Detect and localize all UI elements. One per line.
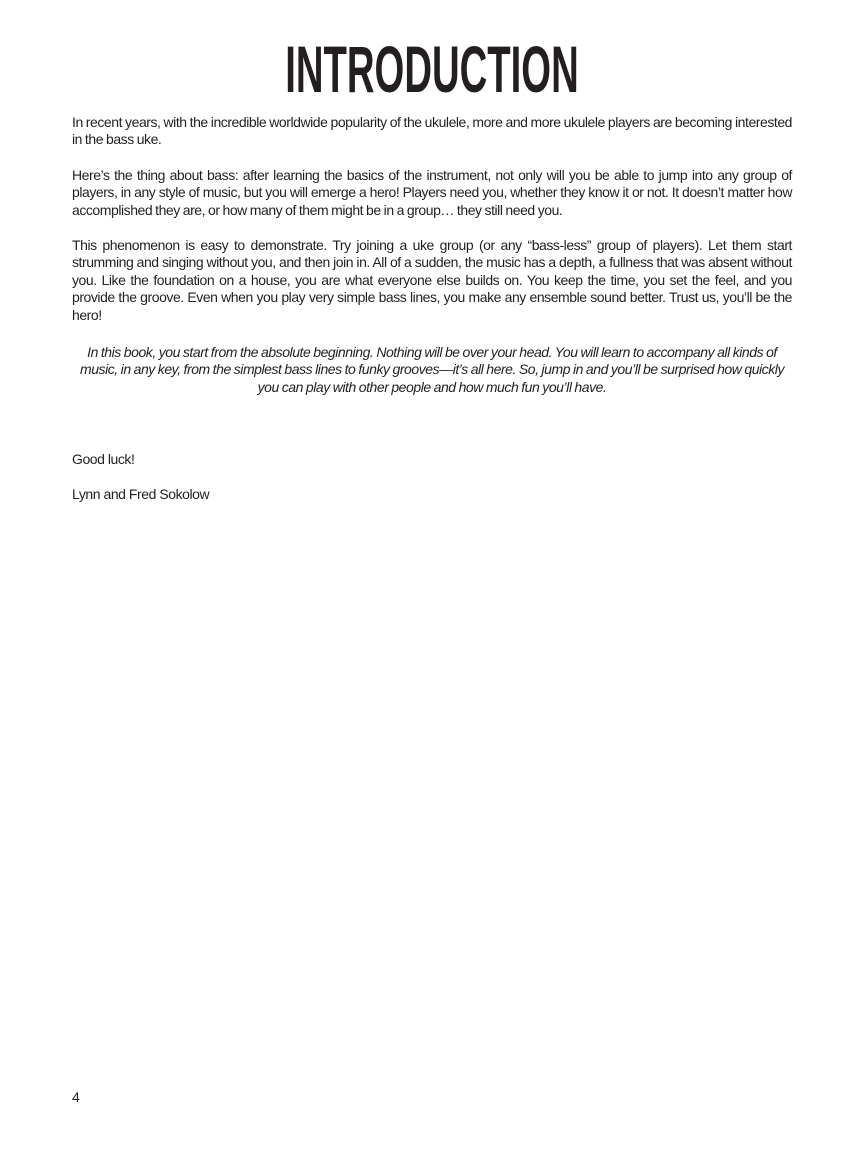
signature: Lynn and Fred Sokolow	[72, 486, 210, 502]
intro-paragraph-3: This phenomenon is easy to demonstrate. Try joining a uke group (or any “bass-less” group of players). Let them start strumming and singing without you, and then join in. All of a sudden, the music has a depth, a fullness that was absent without you. Like the foundation on a house, you are what everyone else builds on. You keep the time, you set the feel, and you provide the groove. Even when you play very simple bass lines, you make any ensemble sound better. Trust us, you’ll be the hero!	[72, 237, 792, 323]
intro-paragraph-1: In recent years, with the incredible worldwide popularity of the ukulele, more and more ukulele players are becoming interested in the bass uke.	[72, 114, 792, 148]
page-number: 4	[72, 1089, 80, 1105]
page-title-text: INTRODUCTION	[285, 32, 579, 106]
italic-paragraph: In this book, you start from the absolute beginning. Nothing will be over your head. You will learn to accompany all kinds of music, in any key, from the simplest bass lines to funky grooves—it’s all here. So, jump in and you’ll be surprised how quickly you can play with other people and how much fun you’ll have.	[79, 344, 784, 395]
closing-text: Good luck!	[72, 451, 135, 467]
page-title	[0, 34, 864, 104]
intro-paragraph-2: Here’s the thing about bass: after learning the basics of the instrument, not only will you be able to jump into any group of players, in any style of music, but you will emerge a hero! Players need you, whether they know it or not. It doesn’t matter how accomplished they are, or how many of them might be in a group… they still need you.	[72, 167, 792, 218]
